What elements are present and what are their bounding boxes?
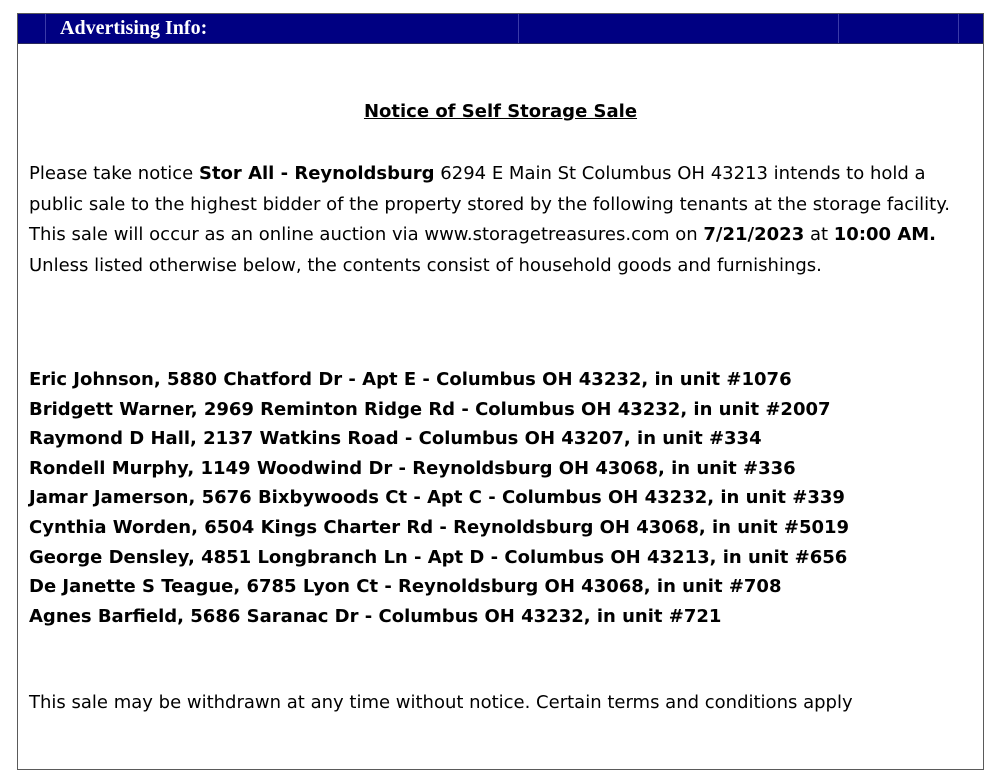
tenant-entry: Jamar Jamerson, 5676 Bixbywoods Ct - Apt C - Columbus OH 43232, in unit #339 — [29, 487, 845, 509]
notice-title: Notice of Self Storage Sale — [363, 101, 638, 122]
advertising-info-panel — [17, 13, 984, 770]
tenant-entry: Bridgett Warner, 2969 Reminton Ridge Rd - Columbus OH 43232, in unit #2007 — [29, 398, 831, 420]
intro-text: 6294 E Main St Columbus OH 43213 intends to hold a public sale to the highest bidder of the property stored by the following tenants at the storage facility. This sale will occur as an online auction via www.storagetreasures.com on — [29, 163, 951, 245]
tenant-entry: Agnes Barfield, 5686 Saranac Dr - Columbus OH 43232, in unit #721 — [29, 605, 722, 627]
tenant-entry: Eric Johnson, 5880 Chatford Dr - Apt E - Columbus OH 43232, in unit #1076 — [29, 369, 792, 390]
intro-text: Unless listed otherwise below, the contents consist of household goods and furnishings. — [29, 254, 822, 276]
tenant-entry: Raymond D Hall, 2137 Watkins Road - Columbus OH 43207, in unit #334 — [29, 428, 762, 450]
footer-disclaimer: This sale may be withdrawn at any time without notice. Certain terms and conditions apply — [29, 692, 853, 713]
facility-name: Stor All - Reynoldsburg — [198, 163, 435, 184]
header-cell-divider — [518, 14, 519, 43]
tenant-list — [29, 365, 974, 631]
tenant-entry: Rondell Murphy, 1149 Woodwind Dr - Reynoldsburg OH 43068, in unit #336 — [29, 457, 796, 479]
notice-body — [29, 159, 974, 281]
header-cell-divider — [838, 14, 839, 43]
header-cell-divider — [45, 14, 46, 43]
tenant-entry: George Densley, 4851 Longbranch Ln - Apt D - Columbus OH 43213, in unit #656 — [29, 546, 848, 568]
tenant-entry: Cynthia Worden, 6504 Kings Charter Rd - Reynoldsburg OH 43068, in unit #5019 — [29, 516, 850, 538]
intro-text: Please take notice — [29, 163, 199, 184]
header-title: Advertising Info: — [60, 17, 208, 39]
header-bar — [18, 14, 983, 44]
tenant-entry: De Janette S Teague, 6785 Lyon Ct - Reynoldsburg OH 43068, in unit #708 — [29, 576, 782, 598]
intro-text: at — [804, 224, 834, 245]
sale-time: 10:00 AM. — [833, 224, 937, 245]
header-cell-divider — [958, 14, 959, 43]
sale-date: 7/21/2023 — [703, 224, 805, 245]
